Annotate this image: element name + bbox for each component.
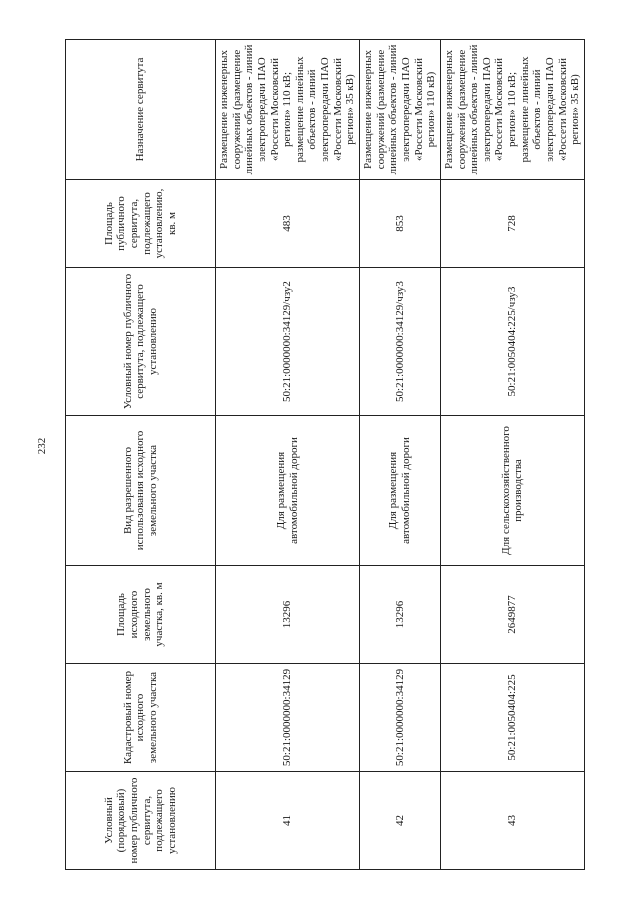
header-cell-servitude-area: Площадь публичного сервитута, подлежащего установлению, кв. м [66, 180, 216, 268]
header-cell-cadastral: Кадастровый номер исходного земельного участка [66, 664, 216, 772]
header-cell-area: Площадь исходного земельного участка, кв. м [66, 566, 216, 664]
page-number: 232 [36, 437, 48, 455]
servitude-table [65, 39, 585, 870]
cell-cadastral: 50:21:0050404:225 [440, 664, 584, 772]
cell-number: 42 [360, 772, 441, 870]
cell-purpose: Размещение инженерных сооружений (размещение линейных объектов - линий электропередачи ПАО «Россети Московский регион» 110 кВ; размещение линейных объектов - линий электропередачи ПАО «Россети Московский регион» 35 кВ) [216, 40, 360, 180]
header-cell-use: Вид разрешенного использования исходного земельного участка [66, 416, 216, 566]
cell-cadastral: 50:21:0000000:34129 [216, 664, 360, 772]
header-row [66, 40, 216, 870]
table-row [440, 40, 584, 870]
cell-purpose: Размещение инженерных сооружений (размещение линейных объектов - линий электропередачи ПАО «Россети Московский регион» 110 кВ; размещение линейных объектов - линий электропередачи ПАО «Россети Московский регион» 35 кВ) [440, 40, 584, 180]
cell-use: Для размещения автомобильной дороги [216, 416, 360, 566]
table-rotated-container [65, 40, 582, 870]
table-row [216, 40, 360, 870]
cell-servitude-area: 853 [360, 180, 441, 268]
header-cell-purpose: Назначение сервитута [66, 40, 216, 180]
cell-use: Для размещения автомобильной дороги [360, 416, 441, 566]
cell-purpose: Размещение инженерных сооружений (размещение линейных объектов - линий электропередачи ПАО «Россети Московский регион» 110 кВ) [360, 40, 441, 180]
cell-area: 2649877 [440, 566, 584, 664]
cell-servitude-area: 728 [440, 180, 584, 268]
cell-servitude-id: 50:21:0050404:225/чзу3 [440, 268, 584, 416]
cell-number: 43 [440, 772, 584, 870]
cell-number: 41 [216, 772, 360, 870]
cell-servitude-id: 50:21:0000000:34129/чзу2 [216, 268, 360, 416]
cell-area: 13296 [360, 566, 441, 664]
table-row [360, 40, 441, 870]
cell-servitude-id: 50:21:0000000:34129/чзу3 [360, 268, 441, 416]
cell-area: 13296 [216, 566, 360, 664]
header-cell-servitude-id: Условный номер публичного сервитута, подлежащего установлению [66, 268, 216, 416]
cell-use: Для сельскохозяйственного производства [440, 416, 584, 566]
header-cell-number: Условный (порядковый) номер публичного сервитута, подлежащего установлению [66, 772, 216, 870]
cell-servitude-area: 483 [216, 180, 360, 268]
cell-cadastral: 50:21:0000000:34129 [360, 664, 441, 772]
